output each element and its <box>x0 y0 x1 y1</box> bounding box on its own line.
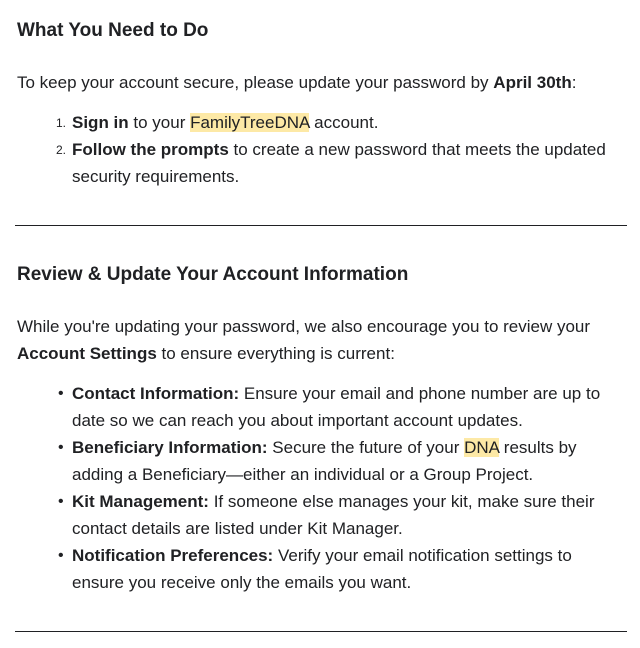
brand-highlight: FamilyTreeDNA <box>190 113 310 132</box>
account-settings-label: Account Settings <box>17 344 157 363</box>
list-item-beneficiary-information <box>58 434 627 488</box>
dna-highlight: DNA <box>464 438 500 457</box>
item-text: Secure the future of your <box>267 438 465 457</box>
section-divider <box>15 631 627 632</box>
intro-text: While you're updating your password, we also encourage you to review your <box>17 317 591 336</box>
intro-end: : <box>571 73 577 92</box>
account-info-list <box>58 380 627 596</box>
section-heading-review-update: Review & Update Your Account Information <box>17 264 409 285</box>
account-review-intro <box>17 313 627 367</box>
list-item-contact-information <box>58 380 627 434</box>
deadline-date: April 30th <box>493 73 572 92</box>
item-bold: Beneficiary Information: <box>72 438 268 457</box>
step-bold: Follow the prompts <box>72 140 229 159</box>
step-bold: Sign in <box>72 113 129 132</box>
item-bold: Notification Preferences: <box>72 546 274 565</box>
intro-end: to ensure everything is current: <box>156 344 395 363</box>
list-item-kit-management <box>58 488 627 542</box>
bullet-dot-icon: • <box>58 385 64 402</box>
step-item-follow-prompts <box>56 136 627 190</box>
item-text: results by adding a Beneficiary—either an individual or a Group Project. <box>72 438 577 484</box>
item-text: If someone else manages your kit, make sure their contact details are listed under Kit Manager. <box>72 492 595 538</box>
list-item-notification-preferences <box>58 542 627 596</box>
step-text: account. <box>309 113 379 132</box>
step-text: to your <box>128 113 191 132</box>
step-number: 2. <box>56 143 67 157</box>
item-bold: Kit Management: <box>72 492 209 511</box>
bullet-dot-icon: • <box>58 547 64 564</box>
step-item-sign-in <box>56 109 627 136</box>
item-text: Ensure your email and phone number are up to date so we can reach you about important account updates. <box>72 384 601 430</box>
steps-list <box>56 109 627 190</box>
section-divider <box>15 225 627 226</box>
item-text: Verify your email notification settings to ensure you receive only the emails you want. <box>72 546 572 592</box>
step-number: 1. <box>56 116 67 130</box>
step-text: to create a new password that meets the updated security requirements. <box>72 140 606 186</box>
item-bold: Contact Information: <box>72 384 240 403</box>
intro-text: To keep your account secure, please update your password by <box>17 73 494 92</box>
password-update-intro <box>17 69 627 96</box>
bullet-dot-icon: • <box>58 493 64 510</box>
bullet-dot-icon: • <box>58 439 64 456</box>
section-heading-what-to-do: What You Need to Do <box>17 20 209 41</box>
